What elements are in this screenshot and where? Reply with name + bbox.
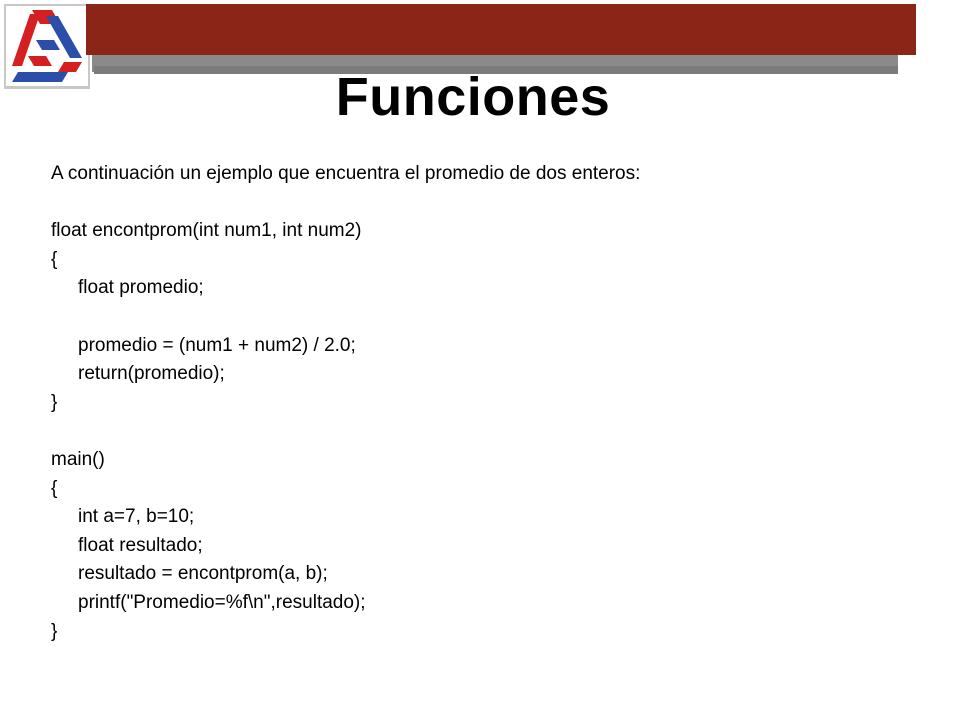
blank-line [51,189,931,218]
slide-title: Funciones [335,67,611,127]
blank-line [51,417,931,446]
code-line-fn-close: } [51,391,58,413]
code-line-main-close: } [51,620,58,642]
title-bar [86,4,916,55]
code-line-fn-decl: float promedio; [78,277,204,299]
code-line-fn-open: { [51,248,58,270]
code-line-main-open: { [51,477,58,499]
code-line-main-decl-result: float resultado; [78,534,203,556]
code-line-main-decl-ints: int a=7, b=10; [78,506,195,528]
code-line-main-printf: printf("Promedio=%f\n",resultado); [78,591,366,613]
code-line-fn-calc: promedio = (num1 + num2) / 2.0; [78,334,356,356]
code-line-fn-signature: float encontprom(int num1, int num2) [51,220,362,242]
code-line-main-call: resultado = encontprom(a, b); [78,563,328,585]
code-line-fn-return: return(promedio); [78,363,225,385]
code-line-main-signature: main() [51,448,105,470]
slide-body [51,160,931,646]
intro-text: A continuación un ejemplo que encuentra el promedio de dos enteros: [51,163,641,184]
blank-line [51,303,931,332]
